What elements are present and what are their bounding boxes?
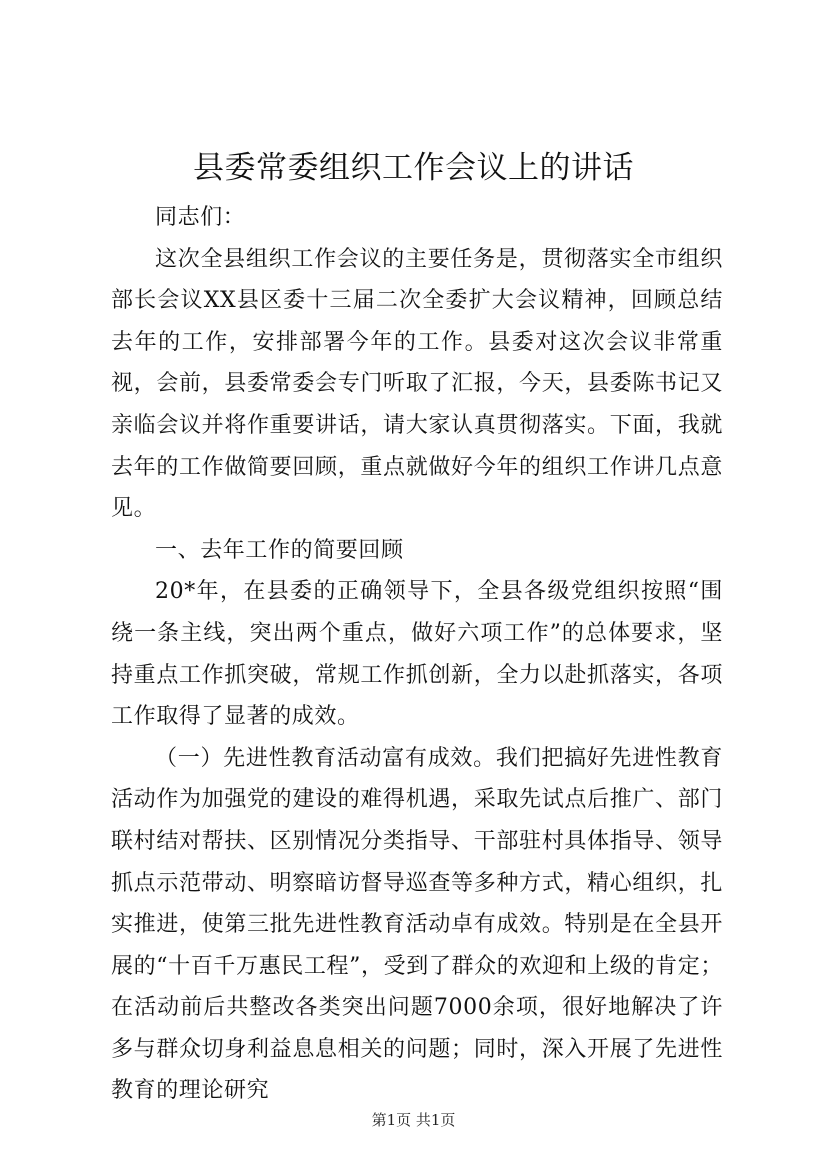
- salutation-paragraph: 同志们：: [155, 205, 246, 230]
- review-paragraph: 20*年，在县委的正确领导下，全县各级党组织按照“围绕一条主线，突出两个重点，做好六项工作”的总体要求，坚持重点工作抓突破，常规工作抓创新，全力以赴抓落实，各项工作取得了显著的成效。: [111, 579, 723, 730]
- subsection-paragraph: （一）先进性教育活动富有成效。我们把搞好先进性教育活动作为加强党的建设的难得机遇，采取先试点后推广、部门联村结对帮扶、区别情况分类指导、干部驻村具体指导、领导抓点示范带动、明察暗访督导巡查等多种方式，精心组织，扎实推进，使第三批先进性教育活动卓有成效。特别是在全县开展的“十百千万惠民工程”，受到了群众的欢迎和上级的肯定；在活动前后共整改各类突出问题7000余项，很好地解决了许多与群众切身利益息息相关的问题；同时，深入开展了先进性教育的理论研究: [111, 745, 723, 1104]
- document-title: 县委常委组织工作会议上的讲话: [193, 150, 634, 186]
- intro-paragraph: 这次全县组织工作会议的主要任务是，贯彻落实全市组织部长会议XX县区委十三届二次全委扩大会议精神，回顾总结去年的工作，安排部署今年的工作。县委对这次会议非常重视，会前，县委常委会专门听取了汇报，今天，县委陈书记又亲临会议并将作重要讲话，请大家认真贯彻落实。下面，我就去年的工作做简要回顾，重点就做好今年的组织工作讲几点意见。: [111, 246, 723, 522]
- document-body: [111, 197, 723, 1112]
- page-footer: 第1页 共1页: [371, 1111, 456, 1129]
- section-heading: 一、去年工作的简要回顾: [155, 537, 404, 563]
